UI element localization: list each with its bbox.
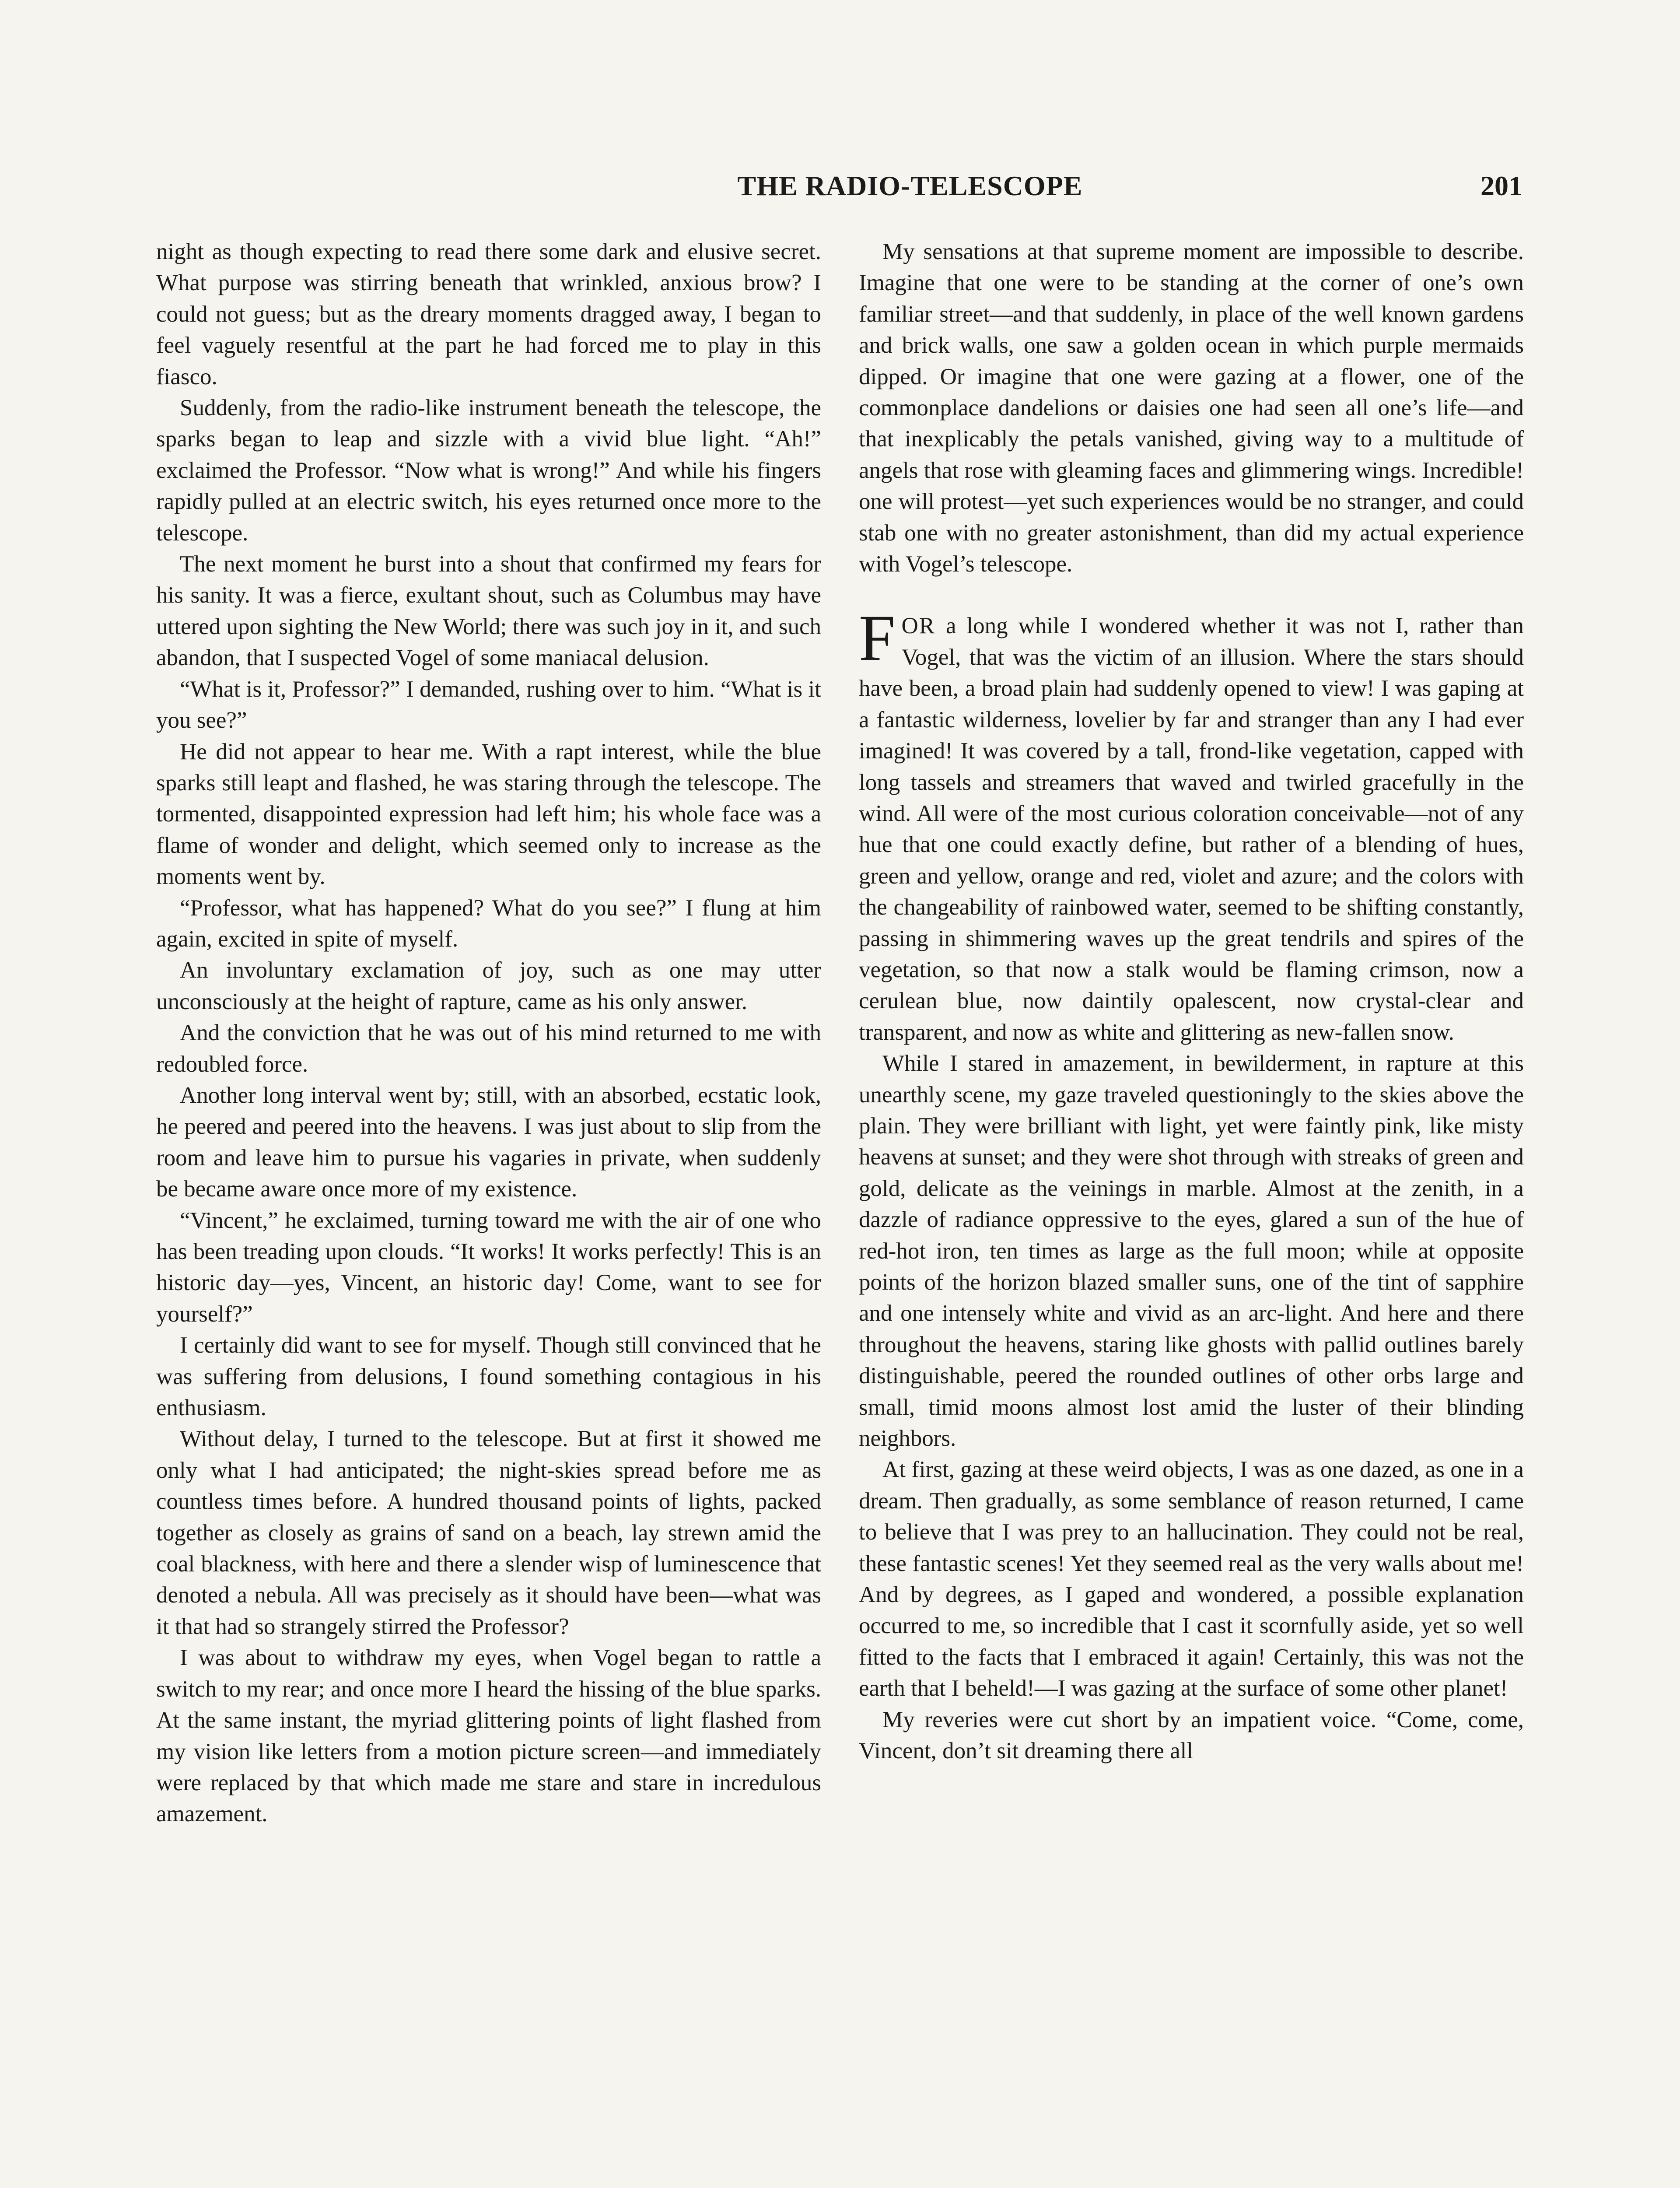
paragraph: Without delay, I turned to the telescope. But at first it showed me only what I had anticipated; the night-skies spread before me as countless times before. A hundred thousand points of lights, packed together as closely as grains of sand on a beach, lay strewn amid the coal blackness, with here and there a slender wisp of luminescence that denoted a nebula. All was precisely as it should have been—what was it that had so strangely stirred the Professor? [156,1426,821,1639]
paragraph: And the conviction that he was out of his mind returned to me with redoubled force. [156,1020,821,1077]
paragraph: He did not appear to hear me. With a rapt interest, while the blue sparks still leapt and flashed, he was staring through the telescope. The tormented, disappointed expression had left him; his whole face was a flame of wonder and delight, which seemed only to increase as the moments went by. [156,739,821,890]
paragraph: “What is it, Professor?” I demanded, rushing over to him. “What is it you see?” [156,676,821,733]
paragraph: Suddenly, from the radio-like instrument beneath the telescope, the sparks began to leap and sizzle with a vivid blue light. “Ah!” exclaimed the Professor. “Now what is wrong!” And while his fingers rapidly pulled at an electric switch, his eyes returned once more to the telescope. [156,395,821,546]
drop-cap: F [859,602,896,675]
paragraph: “Professor, what has happened? What do you see?” I flung at him again, excited in spite of myself. [156,895,821,952]
paragraph: “Vincent,” he exclaimed, turning toward me with the air of one who has been treading upon clouds. “It works! It works perfectly! This is an historic day—yes, Vincent, an historic day! Come, want to see for yourself?” [156,1207,821,1327]
dropcap-paragraph [859,602,1524,1048]
paragraph: night as though expecting to read there some dark and elusive secret. What purpose was stirring beneath that wrinkled, anxious brow? I could not guess; but as the dreary moments dragged away, I began to feel vaguely resentful at the part he had forced me to play in this fiasco. [156,239,821,389]
running-title: THE RADIO-TELESCOPE [737,170,1083,201]
page-number: 201 [1480,170,1522,201]
section-break [859,580,1524,610]
paragraph: While I stared in amazement, in bewilderment, in rapture at this unearthly scene, my gaze traveled questioningly to the skies above the plain. They were brilliant with light, yet were faintly pink, like misty heavens at sunset; and they were shot through with streaks of green and gold, delicate as the veinings in marble. Almost at the zenith, in a dazzle of radiance oppressive to the eyes, glared a sun of the hue of red-hot iron, ten times as large as the full moon; while at opposite points of the horizon blazed smaller suns, one of the tint of sapphire and one intensely white and vivid as an arc-light. And here and there throughout the heavens, staring like ghosts with pallid outlines barely distinguishable, peered the rounded outlines of other orbs large and small, timid moons almost lost amid the luster of their blinding neighbors. [859,1051,1524,1452]
paragraph: Another long interval went by; still, with an absorbed, ecstatic look, he peered and peered into the heavens. I was just about to slip from the room and leave him to pursue his vagaries in private, when suddenly be became aware once more of my existence. [156,1082,821,1202]
paragraph: My reveries were cut short by an impatient voice. “Come, come, Vincent, don’t sit dreaming there all [859,1707,1524,1764]
dropcap-paragraph-text: a long while I wondered whether it was not I, rather than Vogel, that was the victim of an illusion. Where the stars should have been, a broad plain had suddenly opened to view! I was gaping at a fantastic wilderness, lovelier by far and stranger than any I had ever imagined! It was covered by a tall, frond-like vegetation, capped with long tassels and streamers that waved and twirled gracefully in the wind. All were of the most curious coloration conceivable—not of any hue that one could exactly define, but rather of a blending of hues, green and yellow, orange and red, violet and azure; and the colors with the changeability of rainbowed water, seemed to be shifting constantly, passing in shimmering waves up the great tendrils and spires of the vegetation, so that now a stalk would be flaming crimson, now a cerulean blue, now daintily opalescent, now crystal-clear and transparent, and now as white and glittering as new-fallen snow. [859,613,1524,1045]
paragraph: At first, gazing at these weird objects, I was as one dazed, as one in a dream. Then gradually, as some semblance of reason returned, I came to believe that I was prey to an hallucination. They could not be real, these fantastic scenes! Yet they seemed real as the very walls about me! And by degrees, as I gaped and wondered, a possible explanation occurred to me, so incredible that I cast it scornfully aside, yet so well fitted to the facts that I embraced it again! Certainly, this was not the earth that I beheld!—I was gazing at the surface of some other planet! [859,1457,1524,1701]
paragraph: An involuntary exclamation of joy, such as one may utter unconsciously at the height of rapture, came as his only answer. [156,957,821,1014]
paragraph: I was about to withdraw my eyes, when Vogel began to rattle a switch to my rear; and once more I heard the hissing of the blue sparks. At the same instant, the myriad glittering points of light flashed from my vision like letters from a motion picture screen—and immediately were replaced by that which made me stare and stare in incredulous amazement. [156,1645,821,1827]
left-column [156,236,821,1830]
paragraph: I certainly did want to see for myself. Though still convinced that he was suffering from delusions, I found something contagious in his enthusiasm. [156,1332,821,1421]
paragraph: The next moment he burst into a shout that confirmed my fears for his sanity. It was a fierce, exultant shout, such as Columbus may have uttered upon sighting the New World; there was such joy in it, and such abandon, that I suspected Vogel of some maniacal delusion. [156,551,821,671]
small-caps-lead: OR [901,613,936,639]
page-header [158,170,1522,209]
paragraph: My sensations at that supreme moment are impossible to describe. Imagine that one were to be standing at the corner of one’s own familiar street—and that suddenly, in place of the well known gardens and brick walls, one saw a golden ocean in which purple mermaids dipped. Or imagine that one were gazing at a flower, one of the commonplace dandelions or daisies one had seen all one’s life—and that inexplicably the petals vanished, giving way to a multitude of angels that rose with gleaming faces and glimmering wings. Incredible! one will protest—yet such experiences would be no stranger, and could stab one with no greater astonishment, than did my actual experience with Vogel’s telescope. [859,239,1524,577]
right-column [859,236,1524,1767]
